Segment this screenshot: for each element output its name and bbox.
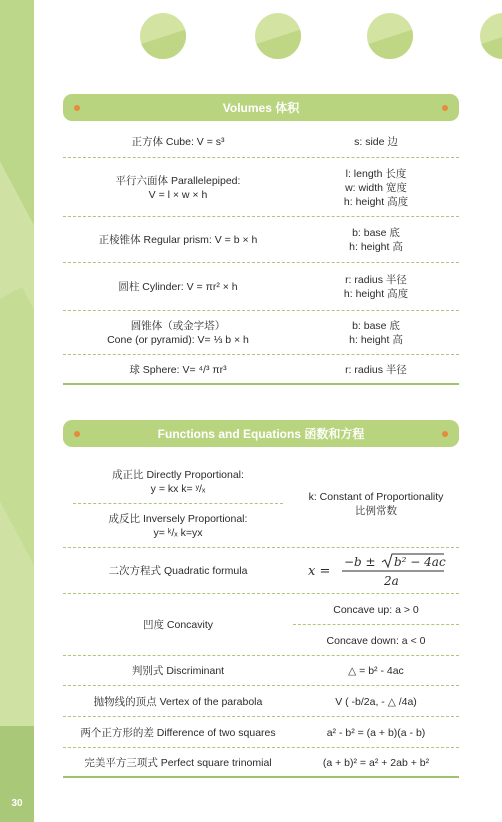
formula-text: 平行六面体 Parallelepiped: xyxy=(115,174,241,187)
variable-text: △ = b² - 4ac xyxy=(348,665,404,677)
bullet-dot-icon xyxy=(442,105,448,111)
variable-text: a² - b² = (a + b)(a - b) xyxy=(326,726,426,739)
direct-proportion-block xyxy=(63,460,293,504)
functions-section-header xyxy=(63,420,459,447)
functions-table xyxy=(63,460,459,778)
table-row xyxy=(63,217,459,263)
formula-text: 球 Sphere: V= ⁴/³ πr³ xyxy=(129,364,227,376)
formula-lhs: x = xyxy=(308,564,331,579)
variable-cell xyxy=(293,686,459,717)
page-number: 30 xyxy=(11,798,23,809)
bullet-dot-icon xyxy=(74,431,80,437)
variable-text: b: base 底 xyxy=(352,320,400,332)
quadratic-formula xyxy=(306,553,446,589)
variable-text: b: base 底 xyxy=(352,227,400,239)
table-row xyxy=(63,460,459,548)
volumes-table xyxy=(63,125,459,385)
variable-text: Concave up: a > 0 xyxy=(333,603,419,616)
formula-text: 二次方程式 Quadratic formula xyxy=(108,565,248,577)
variable-text: h: height 高 xyxy=(349,241,403,253)
variable-cell xyxy=(293,311,459,355)
formula-cell xyxy=(63,686,293,717)
formula-radicand: b² − 4ac xyxy=(394,555,446,569)
variable-text: 比例常数 xyxy=(355,505,397,517)
table-row xyxy=(63,125,459,158)
formula-denominator: 2a xyxy=(384,574,399,588)
formula-text: 抛物线的顶点 Vertex of the parabola xyxy=(93,695,263,708)
formula-cell xyxy=(63,355,293,385)
table-row xyxy=(63,656,459,686)
variable-text: s: side 边 xyxy=(354,135,398,148)
concave-down-block xyxy=(293,625,459,656)
formula-cell xyxy=(63,656,293,686)
formula-text: 完美平方三项式 Perfect square trinomial xyxy=(84,757,272,769)
variable-cell xyxy=(293,717,459,748)
formula-text: 成正比 Directly Proportional: xyxy=(112,469,244,481)
concave-up-block xyxy=(293,594,459,625)
variable-text: h: height 高度 xyxy=(343,288,409,300)
variable-cell xyxy=(293,355,459,385)
table-row xyxy=(63,311,459,355)
decorative-circle xyxy=(367,13,413,59)
formula-text: 圆柱 Cylinder: V = πr² × h xyxy=(118,281,238,293)
formula-cell xyxy=(63,217,293,263)
table-row xyxy=(63,548,459,594)
formula-cell xyxy=(63,158,293,217)
variable-text: h: height 高度 xyxy=(343,195,409,208)
formula-text: 正棱锥体 Regular prism: V = b × h xyxy=(98,234,258,246)
formula-cell xyxy=(63,263,293,311)
formula-text: V = l × w × h xyxy=(148,188,208,201)
variable-cell xyxy=(293,594,459,656)
decorative-circle xyxy=(480,13,502,59)
bullet-dot-icon xyxy=(74,105,80,111)
formula-cell xyxy=(63,460,293,548)
decorative-circle xyxy=(140,13,186,59)
formula-text: Cone (or pyramid): V= ⅓ b × h xyxy=(107,334,249,346)
volumes-section-header xyxy=(63,94,459,121)
variable-text: (a + b)² = a² + 2ab + b² xyxy=(322,757,430,769)
variable-text: l: length 长度 xyxy=(345,167,407,180)
side-stripe xyxy=(0,0,34,233)
formula-cell xyxy=(63,311,293,355)
formula-cell xyxy=(63,548,293,594)
side-stripe xyxy=(0,287,34,573)
variable-cell xyxy=(293,125,459,158)
table-row xyxy=(63,594,459,656)
variable-cell xyxy=(293,263,459,311)
variable-text: V ( -b/2a, - △ /4a) xyxy=(335,695,417,708)
formula-text: y = kx k= ʸ/ₓ xyxy=(150,483,206,495)
variable-text: r: radius 半径 xyxy=(345,274,407,286)
formula-text: 两个正方形的差 Difference of two squares xyxy=(80,726,276,739)
table-row xyxy=(63,717,459,748)
variable-text: k: Constant of Proportionality xyxy=(308,491,444,503)
section-title: Functions and Equations 函数和方程 xyxy=(157,427,365,441)
variable-text: Concave down: a < 0 xyxy=(326,634,426,647)
variable-cell xyxy=(293,460,459,548)
variable-cell xyxy=(293,158,459,217)
formula-cell xyxy=(63,125,293,158)
table-row xyxy=(63,686,459,717)
bullet-dot-icon xyxy=(442,431,448,437)
decorative-side-strip xyxy=(0,0,34,822)
variable-text: r: radius 半径 xyxy=(345,364,407,376)
formula-text: y= ᵏ/ₓ k=yx xyxy=(153,527,203,539)
variable-cell xyxy=(293,217,459,263)
formula-text: 凹度 Concavity xyxy=(142,619,214,631)
formula-text: 判别式 Discriminant xyxy=(131,665,225,677)
table-row xyxy=(63,355,459,385)
formula-numerator-prefix: −b ± xyxy=(344,555,376,569)
variable-text: w: width 宽度 xyxy=(345,181,407,194)
table-row xyxy=(63,158,459,217)
variable-cell xyxy=(293,748,459,778)
formula-text: 正方体 Cube: V = s³ xyxy=(131,135,225,148)
variable-text: h: height 高 xyxy=(349,334,403,346)
formula-cell xyxy=(63,594,293,656)
formula-text: 成反比 Inversely Proportional: xyxy=(108,513,248,525)
table-row xyxy=(63,748,459,778)
formula-text: 圆锥体（或金字塔） xyxy=(130,320,226,332)
table-row xyxy=(63,263,459,311)
formula-cell xyxy=(63,748,293,778)
inverse-proportion-block xyxy=(63,504,293,548)
variable-cell xyxy=(293,656,459,686)
variable-cell xyxy=(293,548,459,594)
section-title: Volumes 体积 xyxy=(222,101,300,115)
decorative-circle xyxy=(255,13,301,59)
formula-cell xyxy=(63,717,293,748)
